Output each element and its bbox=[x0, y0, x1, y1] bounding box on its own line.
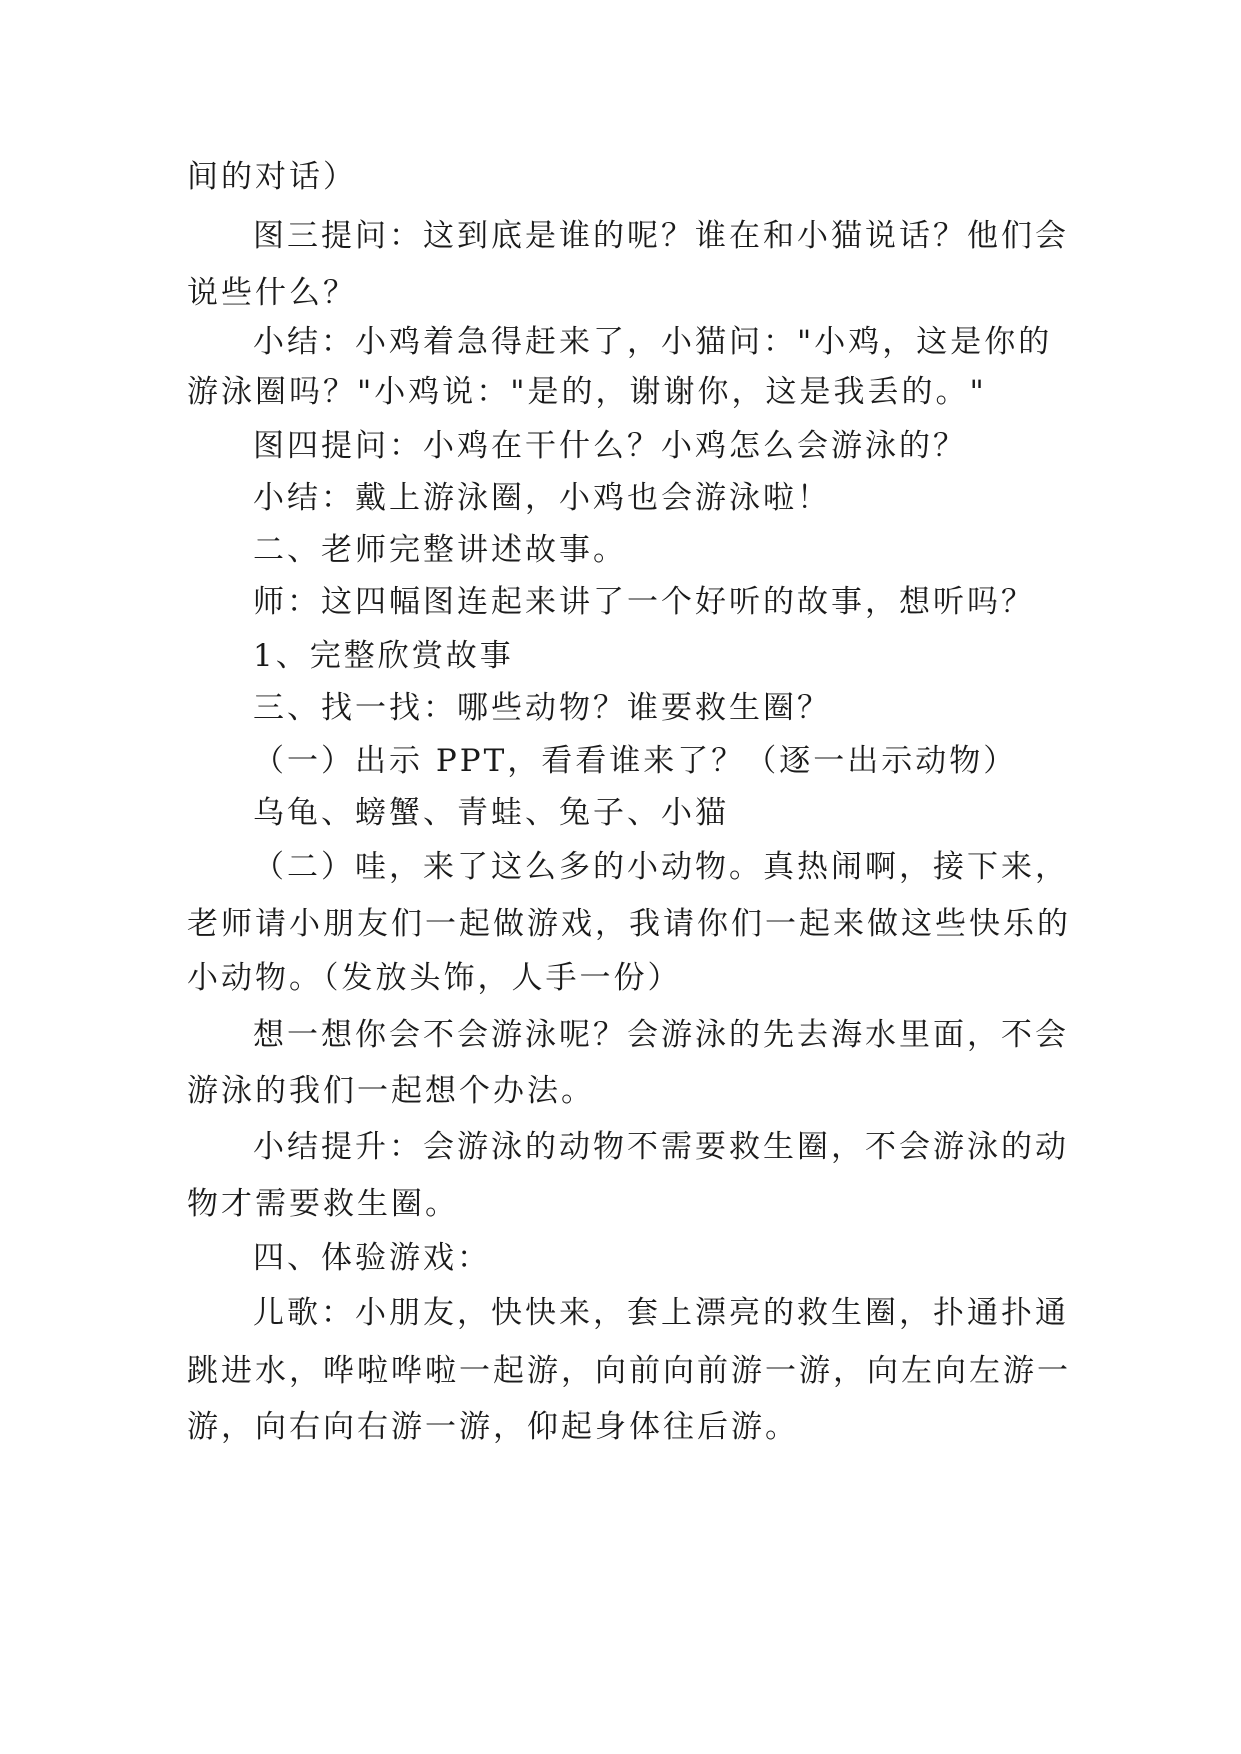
text-line: （二）哇，来了这么多的小动物。真热闹啊，接下来， bbox=[253, 849, 1069, 885]
text-line: （一）出示 PPT，看看谁来了？（逐一出示动物） bbox=[253, 743, 1018, 779]
text-line: 物才需要救生圈。 bbox=[187, 1186, 459, 1222]
text-line: 四、体验游戏： bbox=[253, 1240, 491, 1276]
text-line: 图三提问：这到底是谁的呢？谁在和小猫说话？他们会 bbox=[253, 218, 1069, 254]
text-line: 游泳的我们一起想个办法。 bbox=[187, 1073, 595, 1109]
text-line: 小结：戴上游泳圈，小鸡也会游泳啦！ bbox=[253, 480, 831, 516]
text-line: 小结：小鸡着急得赶来了，小猫问："小鸡，这是你的 bbox=[253, 324, 1053, 360]
text-line: 二、老师完整讲述故事。 bbox=[253, 532, 627, 568]
text-line: 说些什么？ bbox=[187, 275, 357, 311]
text-line: 小结提升：会游泳的动物不需要救生圈，不会游泳的动 bbox=[253, 1129, 1069, 1165]
text-line: 1、完整欣赏故事 bbox=[253, 638, 514, 674]
text-line: 乌龟、螃蟹、青蛙、兔子、小猫 bbox=[253, 795, 729, 831]
text-line: 想一想你会不会游泳呢？会游泳的先去海水里面，不会 bbox=[253, 1017, 1069, 1053]
text-line: 老师请小朋友们一起做游戏，我请你们一起来做这些快乐的 bbox=[187, 906, 1071, 942]
text-line: 间的对话） bbox=[187, 159, 357, 195]
text-line: 三、找一找：哪些动物？谁要救生圈？ bbox=[253, 690, 831, 726]
text-line: 小动物。（发放头饰，人手一份） bbox=[187, 960, 682, 996]
text-line: 游，向右向右游一游，仰起身体往后游。 bbox=[187, 1409, 799, 1445]
text-line: 图四提问：小鸡在干什么？小鸡怎么会游泳的？ bbox=[253, 428, 967, 464]
text-line: 游泳圈吗？"小鸡说："是的，谢谢你，这是我丢的。" bbox=[187, 374, 987, 410]
text-line: 师：这四幅图连起来讲了一个好听的故事，想听吗？ bbox=[253, 584, 1035, 620]
text-line: 跳进水，哗啦哗啦一起游，向前向前游一游，向左向左游一 bbox=[187, 1353, 1071, 1389]
text-line: 儿歌：小朋友，快快来，套上漂亮的救生圈，扑通扑通 bbox=[253, 1295, 1069, 1331]
